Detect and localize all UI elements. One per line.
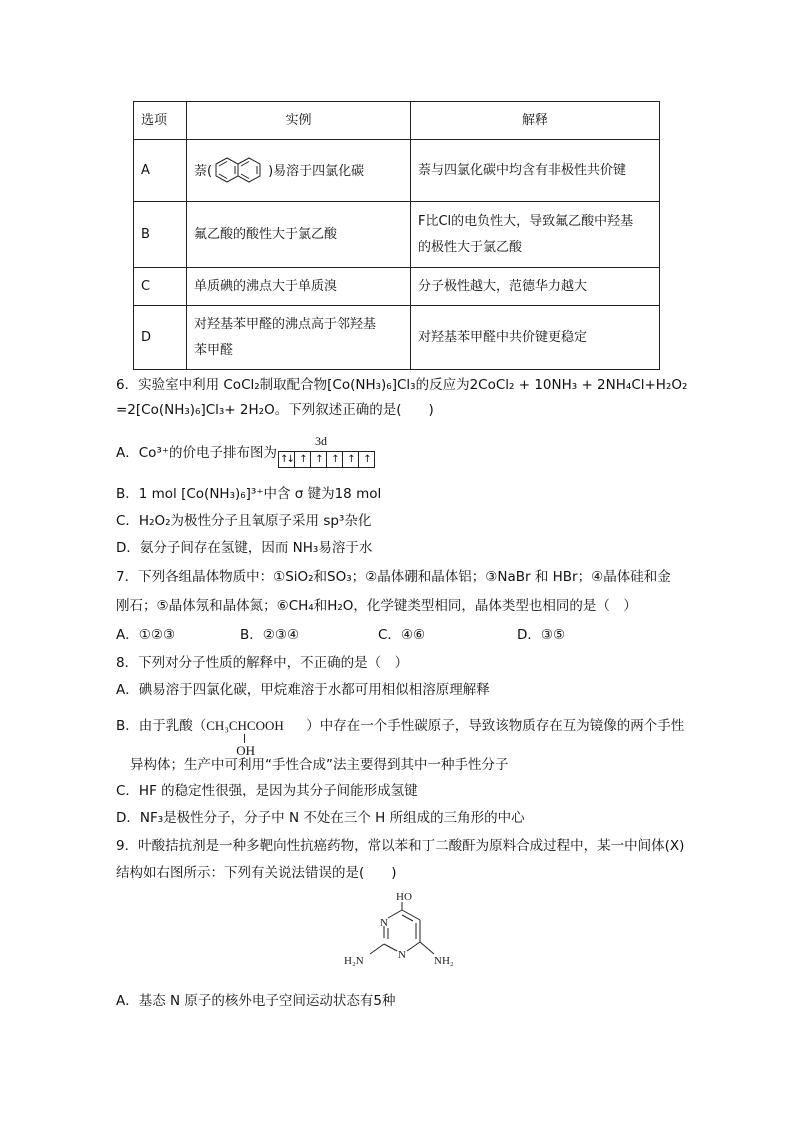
orbital-diagram (279, 434, 375, 468)
lactic-acid-structure (206, 716, 306, 758)
q8-option-a: A．碘易溶于四氯化碳，甲烷难溶于水都可用相似相溶原理解释 (116, 682, 490, 698)
row-explanation (411, 202, 660, 268)
q9-stem-line1: 9．叶酸拮抗剂是一种多靶向性抗癌药物，常以苯和丁二酸酐为原料合成过程中，某一中间体(X) (116, 838, 685, 854)
q6-stem-line2: =2[Co(NH₃)₆]Cl₃+ 2H₂O。下列叙述正确的是( ) (116, 402, 434, 418)
row-option: B (134, 202, 187, 268)
q6-option-b: B．1 mol [Co(NH₃)₆]³⁺中含 σ 键为18 mol (116, 486, 382, 502)
row-example: 单质碘的沸点大于单质溴 (187, 268, 411, 306)
naphthalene-structure-icon (212, 157, 268, 183)
struct-ho-label: HO (396, 891, 412, 903)
table-header-example: 实例 (187, 102, 411, 140)
q8-option-d: D．NF₃是极性分子，分子中 N 不处在三个 H 所组成的三角形的中心 (116, 810, 525, 826)
table-header-row (134, 102, 660, 140)
q8-option-b (116, 716, 685, 758)
row-option: C (134, 268, 187, 306)
orbital-box: ↑ (358, 451, 375, 468)
table-row (134, 306, 660, 370)
q7-option-c: C．④⑥ (378, 627, 426, 643)
struct-nh2-right-label: NH₂ (434, 955, 454, 967)
q6-option-d: D．氨分子间存在氢键，因而 NH₃易溶于水 (116, 540, 373, 556)
row-option: A (134, 140, 187, 202)
q8-option-b-post: ）中存在一个手性碳原子，导致该物质存在互为镜像的两个手性 (306, 718, 685, 734)
q8-option-b-pre: B．由于乳酸（ (116, 718, 207, 734)
lactic-acid-oh: OH (236, 743, 256, 758)
q9-stem-line2: 结构如右图所示：下列有关说法错误的是( ) (116, 865, 397, 881)
row-example-line: 苯甲醛 (194, 342, 234, 358)
row-example-line: 对羟基苯甲醛的沸点高于邻羟基 (194, 316, 377, 332)
row-explanation-line: F比Cl的电负性大，导致氟乙酸中羟基 (418, 213, 634, 229)
q7-option-b: B．②③④ (240, 627, 300, 643)
row-explanation-line: 的极性大于氯乙酸 (418, 239, 523, 255)
row-example (187, 140, 411, 202)
q8-option-c: C．HF 的稳定性很强，是因为其分子间能形成氢键 (116, 783, 418, 799)
lactic-acid-formula: CH₃CHCOOH (206, 718, 284, 733)
orbital-box: ↑↓ (278, 451, 295, 468)
q6-option-c: C．H₂O₂为极性分子且氧原子采用 sp³杂化 (116, 513, 372, 529)
orbital-box: ↑ (342, 451, 359, 468)
q8-stem: 8．下列对分子性质的解释中，不正确的是（ ） (116, 655, 409, 671)
row-example (187, 306, 411, 370)
table-header-explanation: 解释 (411, 102, 660, 140)
row-explanation: 分子极性越大，范德华力越大 (411, 268, 660, 306)
row-example: 氟乙酸的酸性大于氯乙酸 (187, 202, 411, 268)
row-explanation: 对羟基苯甲醛中共价键更稳定 (411, 306, 660, 370)
struct-n-label: N (380, 917, 388, 929)
q6-option-a (116, 434, 375, 468)
orbital-label: 3d (314, 434, 327, 448)
table-header-option: 选项 (134, 102, 187, 140)
table-row (134, 202, 660, 268)
q7-stem-line2: 刚石；⑤晶体氖和晶体氮；⑥CH₄和H₂O，化学键类型相同，晶体类型也相同的是（ ） (116, 598, 637, 614)
row-example-post: )易溶于四氯化碳 (268, 163, 365, 179)
row-example-pre: 萘( (194, 163, 213, 179)
struct-n-label: N (398, 949, 406, 961)
struct-nh2-left-label: H₂N (344, 955, 364, 967)
row-option: D (134, 306, 187, 370)
table-row (134, 140, 660, 202)
options-table (133, 101, 660, 370)
orbital-box: ↑ (310, 451, 327, 468)
q6-stem-line1: 6．实验室中利用 CoCl₂制取配合物[Co(NH₃)₆]Cl₃的反应为2CoCl₂ + 10NH₃ + 2NH₄Cl+H₂O₂ (116, 377, 688, 393)
compound-x-structure-icon (340, 888, 470, 980)
row-explanation: 萘与四氯化碳中均含有非极性共价键 (411, 140, 660, 202)
table-row (134, 268, 660, 306)
q7-stem-line1: 7．下列各组晶体物质中：①SiO₂和SO₃；②晶体硼和晶体铝；③NaBr 和 HBr；④晶体硅和金 (116, 569, 671, 585)
q7-option-d: D．③⑤ (517, 627, 566, 643)
q7-option-a: A．①②③ (116, 627, 176, 643)
q6-option-a-text: A．Co³⁺的价电子排布图为 (116, 445, 277, 461)
q8-option-b-line2: 异构体；生产中可利用“手性合成”法主要得到其中一种手性分子 (130, 757, 509, 773)
orbital-box: ↑ (326, 451, 343, 468)
orbital-box: ↑ (294, 451, 311, 468)
q9-option-a: A．基态 N 原子的核外电子空间运动状态有5种 (116, 993, 396, 1009)
